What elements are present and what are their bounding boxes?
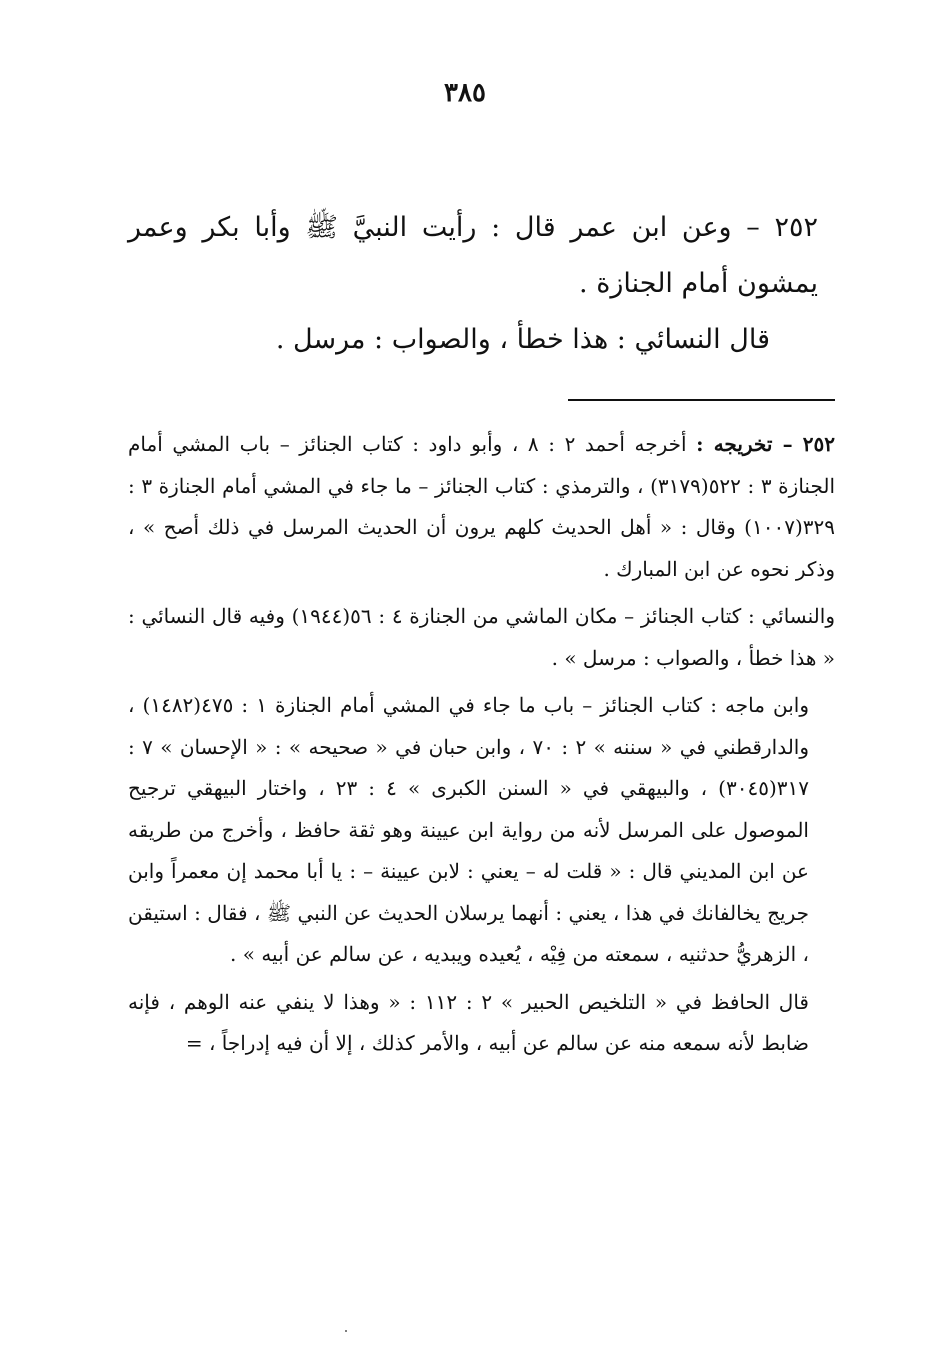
takhrij-paragraph bbox=[128, 424, 835, 590]
hadith-text-block bbox=[128, 200, 818, 368]
hafiz-paragraph: قال الحافظ في « التلخيص الحبير » ٢ : ١١٢ : « وهذا لا ينفي عنه الوهم ، فإنه ضابط لأنه سمعه منه عن سالم عن أبيه ، والأمر كذلك ، إلا أن فيه إدراجاً ، = bbox=[128, 989, 809, 1055]
ibn-majah-paragraph: وابن ماجه : كتاب الجنائز – باب ما جاء في المشي أمام الجنازة ١ : ٤٧٥(١٤٨٢) ، والدارقطني في « سننه » ٢ : ٧٠ ، وابن حبان في « صحيحه » : « الإحسان » ٧ : ٣١٧(٣٠٤٥) ، والبيهقي في « السنن الكبرى » ٤ : ٢٣ ، واختار البيهقي ترجيح الموصول على المرسل لأنه من رواية ابن عيينة وهو ثقة حافظ ، وأخرج من طريقه عن ابن المديني قال : « قلت له – يعني : لابن عيينة – : يا أبا محمد إن معمراً وابن جريج يخالفانك في هذا ، يعني : أنهما يرسلان الحديث عن النبي ﷺ ، فقال : استيقن ، الزهريُّ حدثنيه ، سمعته من فِيْه ، يُعيده ويبديه ، عن سالم عن أبيه » . bbox=[128, 693, 810, 966]
page-number: ٣٨٥ bbox=[444, 78, 486, 108]
footnotes-block bbox=[128, 424, 835, 1065]
takhrij-label: ٢٥٢ – تخريجه : bbox=[696, 432, 836, 456]
nasai-paragraph: والنسائي : كتاب الجنائز – مكان الماشي من الجنازة ٤ : ٥٦(١٩٤٤) وفيه قال النسائي : « هذا خطأ ، والصواب : مرسل » . bbox=[128, 604, 835, 670]
footnote-divider bbox=[568, 399, 835, 401]
takhrij-text: أخرجه أحمد ٢ : ٨ ، وأبو داود : كتاب الجنائز – باب المشي أمام الجنازة ٣ : ٥٢٢(٣١٧٩) ، والترمذي : كتاب الجنائز – ما جاء في المشي أمام الجنازة ٣ : ٣٢٩(١٠٠٧) وقال : « أهل الحديث كلهم يرون أن الحديث المرسل في ذلك أصح » ، وذكر نحوه عن ابن المبارك . bbox=[128, 432, 836, 581]
scan-speck bbox=[345, 1330, 347, 1332]
hadith-text: ٢٥٢ – وعن ابن عمر قال : رأيت النبيَّ ﷺ وأبا بكر وعمر يمشون أمام الجنازة . bbox=[128, 212, 818, 299]
nasai-comment: قال النسائي : هذا خطأ ، والصواب : مرسل . bbox=[275, 324, 770, 355]
